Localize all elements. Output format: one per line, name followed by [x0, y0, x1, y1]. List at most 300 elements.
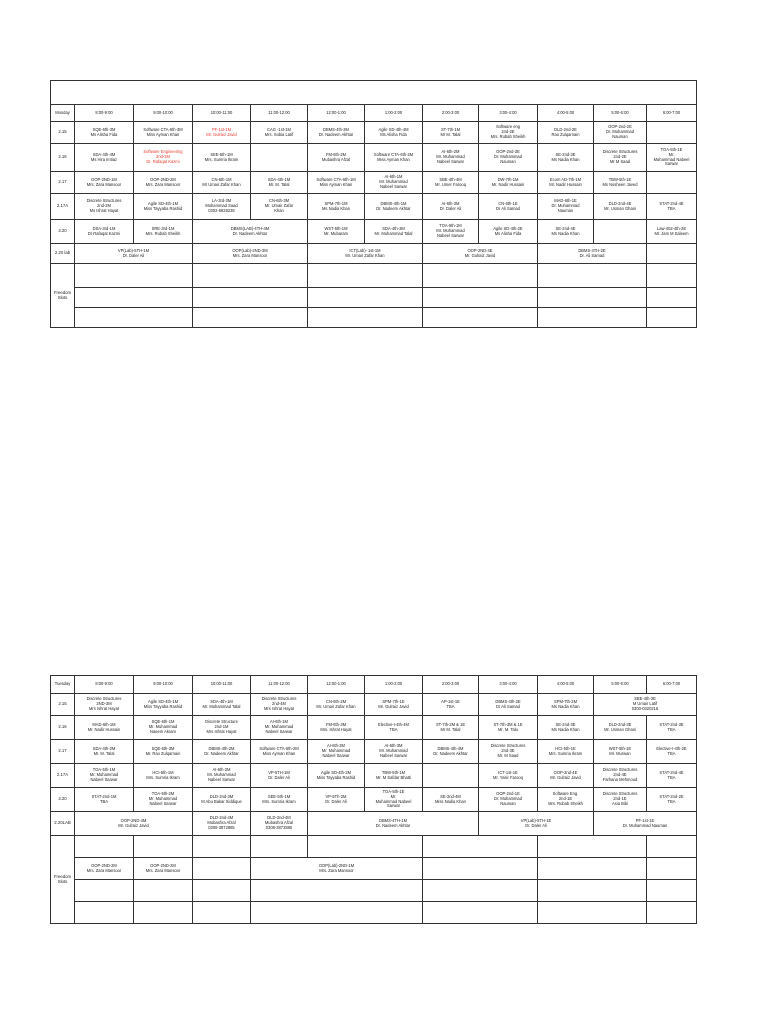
cell-line: Mr. [390, 793, 397, 799]
time-slot: 3:00-4:00 [479, 676, 538, 694]
cell-line: Mr. Jam M Saleem [654, 230, 689, 236]
cell-line: Ms Alisha Fida [380, 131, 407, 137]
time-slot: 4:00-5:00 [538, 105, 594, 122]
cell-line: Mr. Gulraiz Javid [464, 252, 496, 258]
cell-line: Mrs Ishrat Hayat [263, 705, 295, 711]
class-cell [538, 764, 594, 788]
cell-line: SQE-6th-1M [151, 719, 175, 725]
cell-line: Dr. Daler Ali [122, 252, 145, 258]
cell-line: ICT-1st-1E [498, 769, 518, 775]
cell-line: Mrs. Sumria Ikram [204, 156, 239, 162]
class-cell [479, 740, 538, 764]
cell-line: Mubashra Afzal [207, 820, 236, 826]
empty-cell [423, 836, 538, 858]
cell-line: DLD-2nd-3M [209, 793, 234, 799]
freedom-row [51, 308, 697, 328]
cell-line: SBE-4th-3E [634, 696, 656, 702]
cell-line: TBA [389, 726, 398, 732]
cell-line: Mrs. Rubab Sheikh [490, 133, 526, 139]
class-cell [134, 740, 193, 764]
class-cell [423, 144, 479, 172]
class-cell [75, 220, 134, 244]
room-row [51, 764, 697, 788]
cell-line: 2nd-2M [156, 154, 170, 160]
monday-timetable [50, 80, 697, 328]
empty-cell [75, 880, 134, 902]
cell-line: Mrs. Zara Mansoor [145, 867, 181, 873]
cell-line: Miss Tayyaba Rashid [143, 205, 183, 211]
cell-line: Mrs. Sumria Ikram [548, 750, 583, 756]
cell-line: Mr. Nadir Hussain [549, 181, 582, 187]
class-cell [308, 812, 479, 836]
empty-cell [134, 836, 193, 858]
cell-line: Dr. Muhammad [494, 154, 522, 160]
empty-cell [594, 220, 647, 244]
room-row [51, 788, 697, 812]
cell-line: Dr. Nadeem Akhtar [232, 230, 268, 236]
class-cell [251, 172, 308, 194]
class-cell [75, 694, 134, 716]
cell-line: TBA [667, 750, 676, 756]
cell-line: SPM-7th-2M [554, 698, 577, 704]
cell-line: TBA [667, 205, 676, 211]
class-cell [365, 716, 423, 740]
time-slot: 11:00-12:00 [251, 105, 308, 122]
class-cell [251, 194, 308, 220]
class-cell [423, 788, 479, 812]
cell-line: STAT-2nd-4E [659, 200, 684, 206]
empty-cell [134, 902, 193, 924]
freedom-row [51, 264, 697, 288]
class-cell [365, 172, 423, 194]
class-cell [365, 694, 423, 716]
cell-line: Agile SD-4th-1M [147, 200, 179, 206]
cell-line: OOP-2ND-2M [150, 176, 176, 182]
cell-line: Mrs. Rubab Sheikh [548, 800, 583, 806]
cell-line: Mr. Mubaram [323, 230, 349, 236]
cell-line: Dr. Daler Ali [525, 822, 547, 828]
cell-line: PF-1st-1M [211, 126, 232, 132]
cell-line: Nabeel Sarwar [436, 232, 465, 238]
cell-line: SDA-4th-2M [92, 745, 116, 751]
cell-line: Mr. Muhammad Talal [202, 703, 241, 709]
cell-line: Dr. Daler Ali [439, 205, 462, 211]
cell-line: Software CTA-6th-2M [259, 745, 299, 751]
cell-line: Mr. Umair Zafar Khan [345, 252, 385, 258]
empty-cell [647, 172, 697, 194]
cell-line: Mrs. Zara Mansoor [86, 181, 122, 187]
cell-line: TBA [100, 798, 108, 804]
cell-line: Mrs. Ishrat Hayat [320, 726, 352, 732]
cell-line: Dr. Daler Ali [268, 774, 290, 780]
cell-line: Miss Ayman Khan [377, 156, 410, 162]
cell-line: Ms Alisha Fida [90, 131, 118, 137]
class-cell [365, 740, 423, 764]
empty-cell [193, 308, 308, 328]
class-cell [308, 244, 423, 264]
class-cell [594, 812, 697, 836]
class-cell [538, 788, 594, 812]
class-cell [538, 694, 594, 716]
cell-line: AP-1st-1E [441, 698, 460, 704]
empty-cell [647, 880, 697, 902]
time-slot: 8:00-9:00 [75, 105, 134, 122]
cell-line: Miss Ayman Khan [146, 131, 180, 137]
empty-cell [193, 288, 308, 308]
cell-line: Mrs. Sumria Ikram [146, 774, 180, 780]
cell-line: Dr. Nadeem Akhtar [318, 131, 354, 137]
class-cell [423, 172, 479, 194]
cell-line: Mr. Umer Farooq [435, 181, 466, 187]
cell-line: 0302-6828238 [208, 207, 235, 213]
cell-line: Mr M. Talal [440, 131, 461, 137]
time-slot: 8:00-9:00 [75, 676, 134, 694]
class-cell [538, 716, 594, 740]
title-row [51, 81, 697, 105]
class-cell [75, 122, 134, 144]
cell-line: AI-6th-3M [327, 743, 345, 749]
cell-line: Mr. M. Talal [268, 181, 290, 187]
cell-line: Software eng [495, 124, 521, 130]
cell-line: Sarwar [387, 803, 400, 809]
cell-line: Mr. M Saad [497, 752, 519, 758]
cell-line: Miss Tayyaba Rashid [143, 703, 183, 709]
empty-cell [538, 288, 647, 308]
empty-cell [647, 836, 697, 858]
cell-line: AI-6th-3M [384, 743, 403, 749]
class-cell [134, 694, 193, 716]
room-row [51, 740, 697, 764]
class-cell [193, 220, 308, 244]
cell-line: STAT-2nd-2E [659, 793, 684, 799]
class-cell [423, 244, 538, 264]
class-cell [308, 220, 365, 244]
cell-line: Mrs Ishrat Hayat [206, 728, 237, 734]
cell-line: OOP-2nd-3E [496, 149, 520, 155]
cell-line: VP-5TH-1M [268, 769, 290, 775]
cell-line: 2nd-4E [613, 772, 627, 778]
cell-line: Discrete Structures [490, 743, 526, 749]
class-cell [75, 172, 134, 194]
cell-line: 0308-3872885 [265, 824, 293, 830]
cell-line: Nabeel Sarwar [265, 728, 293, 734]
class-cell [134, 144, 193, 172]
time-slot: 6:00-7:00 [647, 105, 697, 122]
cell-line: TOA-5th-1E [382, 788, 405, 794]
cell-line: Mr. Nadir Hussain [87, 726, 121, 732]
cell-line: MAD-6th-1E [554, 198, 577, 204]
cell-line: Mr. Umair Zafar [264, 203, 294, 209]
cell-line: AI-6th-1M [384, 174, 403, 180]
room-row [51, 172, 697, 194]
cell-line: Software CTA-6th-1M [316, 176, 356, 182]
class-cell [479, 144, 538, 172]
cell-line: VP(Lab)-5TH-1M [117, 247, 150, 253]
empty-cell [647, 308, 697, 328]
cell-line: Mr. Muhammad [321, 748, 351, 754]
cell-line: OOP-2nd-2E [608, 124, 632, 130]
cell-line: SDA-4th-4M [92, 151, 116, 157]
cell-line: DLD-2nd-4M [209, 815, 234, 821]
cell-line: DLD-2nd-4M [267, 815, 291, 821]
class-cell [365, 764, 423, 788]
empty-cell [423, 764, 479, 788]
class-cell [538, 144, 594, 172]
cell-line: Dr. Nadeem Akhtar [433, 750, 468, 756]
cell-line: Discrete Structures [86, 696, 122, 702]
class-cell [647, 716, 697, 740]
cell-line: Elective-I-4th-4M [378, 721, 409, 727]
empty-cell [423, 880, 538, 902]
class-cell [134, 122, 193, 144]
cell-line: TBA [446, 703, 455, 709]
class-cell [594, 172, 647, 194]
cell-line: Ecom AD-7th-1M [549, 176, 582, 182]
room-label: 2.17A [51, 194, 75, 220]
cell-line: 2nd-4M [272, 701, 286, 707]
empty-cell [647, 902, 697, 924]
cell-line: M Umair Latif [632, 701, 658, 707]
cell-line: LA-3rd-3M [211, 198, 232, 204]
cell-line: WST-5th-1M [324, 225, 348, 231]
cell-line: Agile SD-4th-1M [147, 698, 179, 704]
cell-line: Mrs. Sobia Latif [264, 131, 294, 137]
class-cell [75, 812, 193, 836]
class-cell [75, 194, 134, 220]
cell-line: SDA-4th-1M [210, 698, 233, 704]
cell-line: OOP-2ND-2M [150, 862, 176, 868]
time-slot: 10:00-11:00 [193, 105, 251, 122]
empty-cell [647, 122, 697, 144]
cell-line: STAT-2nd-1M [91, 793, 117, 799]
cell-line: Dr. Muhammad [606, 129, 634, 135]
class-cell [75, 144, 134, 172]
cell-line: DSA-3rd-1M [92, 225, 116, 231]
class-cell [75, 858, 134, 880]
time-slot: 11:00-12:00 [251, 676, 308, 694]
cell-line: Muhammad Nabeel [375, 798, 412, 804]
class-cell [594, 122, 647, 144]
cell-line: Discrete Structures [602, 149, 638, 155]
cell-line: Mrs Ishrat Hayat [88, 705, 120, 711]
empty-cell [193, 264, 308, 288]
cell-line: 2nd-1E [558, 796, 573, 802]
class-cell [251, 716, 308, 740]
class-cell [308, 122, 365, 144]
cell-line: Mr. Muhammad [89, 772, 119, 778]
cell-line: MAD-6th-1M [92, 721, 116, 727]
room-row [51, 220, 697, 244]
class-cell [647, 220, 697, 244]
class-cell [193, 740, 251, 764]
class-cell [594, 716, 647, 740]
room-row [51, 812, 697, 836]
class-cell [193, 244, 308, 264]
cell-line: Software CTA-6th-2M [373, 151, 414, 157]
cell-line: 0308-3872885 [208, 824, 235, 830]
cell-line: DBMS-4th-2E [495, 698, 521, 704]
class-cell [193, 122, 251, 144]
class-cell [251, 858, 423, 880]
cell-line: Mr. Murwan [609, 750, 631, 756]
cell-line: Ms Nadia Khan [551, 230, 580, 236]
class-cell [75, 740, 134, 764]
cell-line: AI-6th-3M [441, 200, 460, 206]
cell-line: Dr. Muhammad Nauman [622, 822, 668, 828]
cell-line: TOA-5th-1M [439, 223, 462, 229]
class-cell [134, 194, 193, 220]
cell-line: Mrs. Sumria Ikram [262, 798, 296, 804]
cell-line: Mr. Nadir Hussain [491, 181, 525, 187]
time-slot: 2:00-3:00 [423, 105, 479, 122]
cell-line: WST-5th-1E [608, 745, 632, 751]
cell-line: SE-2nd-3E [555, 151, 576, 157]
cell-line: Mr. Muhammad [379, 748, 408, 754]
empty-cell [423, 858, 538, 880]
time-slot: 1:00-2:00 [365, 105, 423, 122]
cell-line: Discrete Structures [602, 767, 638, 773]
title-cell [51, 81, 697, 105]
class-cell [365, 122, 423, 144]
cell-line: Mr. M. Talal [93, 750, 115, 756]
cell-line: SPM-7th-1E [382, 698, 405, 704]
cell-line: Dr. Daler Ali [325, 798, 347, 804]
room-label: 2.17 [51, 740, 75, 764]
class-cell [193, 812, 251, 836]
cell-line: 2nd-2E [613, 154, 627, 160]
cell-line: Dr. Nadeem Akhtar [375, 822, 411, 828]
time-slot: 3:00-4:00 [479, 105, 538, 122]
cell-line: SEE-5th-1M [210, 151, 233, 157]
cell-line: Nauman [500, 800, 516, 806]
class-cell [251, 788, 308, 812]
room-label: 2.20 [51, 788, 75, 812]
cell-line: STAT-2nd-3E [659, 721, 684, 727]
cell-line: Dr. Rafaqat Kazmi [146, 158, 180, 164]
class-cell [251, 812, 308, 836]
cell-line: Miss Ayman Khan [319, 181, 353, 187]
empty-cell [251, 144, 308, 172]
cell-line: DBMS-4th-1M [380, 200, 407, 206]
cell-line: Nabeel Sarwar [436, 158, 465, 164]
class-cell [594, 144, 647, 172]
freedom-row [51, 288, 697, 308]
empty-cell [308, 264, 423, 288]
empty-cell [251, 836, 308, 858]
class-cell [193, 716, 251, 740]
cell-line: SDA-4th-1M [267, 176, 291, 182]
empty-cell [423, 308, 538, 328]
class-cell [538, 740, 594, 764]
cell-line: STAT-2nd-4E [659, 769, 684, 775]
empty-cell [647, 264, 697, 288]
time-slot: 6:00-7:00 [647, 676, 697, 694]
class-cell [193, 194, 251, 220]
class-cell [365, 788, 423, 812]
class-cell [647, 764, 697, 788]
time-slot: 10:00-11:00 [193, 676, 251, 694]
room-label: 2.17A [51, 764, 75, 788]
empty-cell [538, 264, 647, 288]
cell-line: DLD-2nd-3E [608, 721, 632, 727]
cell-line: 2nd-1E [613, 796, 627, 802]
class-cell [365, 220, 423, 244]
class-cell [647, 194, 697, 220]
empty-cell [75, 836, 134, 858]
room-label: 2.16 [51, 144, 75, 172]
class-cell [479, 812, 594, 836]
cell-line: VP-5Th-2M [325, 793, 347, 799]
class-cell [251, 740, 308, 764]
cell-line: CN-6th-1M [211, 176, 232, 182]
cell-line: Dr. Nadeem Akhtar [376, 205, 411, 211]
cell-line: Ms Nadia Khan [551, 703, 580, 709]
cell-line: Mr. Umair Zafar Khan [316, 703, 356, 709]
class-cell [594, 194, 647, 220]
class-cell [594, 764, 647, 788]
cell-line: Muhammad Saad [205, 203, 238, 209]
class-cell [134, 764, 193, 788]
class-cell [193, 694, 251, 716]
cell-line: Mr M Saad [609, 158, 631, 164]
cell-line: ST-7th-3M & 1E [493, 721, 523, 727]
class-cell [538, 244, 647, 264]
cell-line: OOP-2nd-1E [496, 791, 520, 797]
class-cell [647, 788, 697, 812]
class-cell [308, 788, 365, 812]
cell-line: DBMS-4th-4M [437, 745, 464, 751]
cell-line: Mr. Usman Ghani [604, 726, 636, 732]
class-cell [479, 694, 538, 716]
cell-line: Agile SD-4th-2M [320, 769, 352, 775]
class-cell [308, 694, 365, 716]
cell-line: Mr. Gulraiz Javid [550, 774, 581, 780]
class-cell [479, 194, 538, 220]
cell-line: 2nd-1M [214, 724, 229, 730]
day-label: Tuesday [51, 676, 75, 694]
room-label: 2.20 [51, 220, 75, 244]
cell-line: Naeem Akram [150, 728, 176, 734]
cell-line: Mr. M Safdar Bhatti [375, 774, 412, 780]
cell-line: Mr. M. Talu [498, 726, 518, 732]
empty-cell [193, 836, 251, 858]
class-cell [308, 144, 365, 172]
cell-line: Ms Nadia Khan [551, 726, 580, 732]
class-cell [134, 716, 193, 740]
empty-cell [75, 264, 193, 288]
cell-line: Law-402-4th-2E [656, 225, 687, 231]
cell-line: Elective-I-4th-2E [656, 745, 687, 751]
cell-line: HCI-5th-1E [555, 745, 576, 751]
cell-line: Muhammad Nabeel Sarwar [653, 156, 690, 167]
class-cell [365, 144, 423, 172]
class-cell [479, 788, 538, 812]
cell-line: Ms Nadia Khan [322, 205, 350, 211]
cell-line: Ms Hira Imtiaz [90, 156, 118, 162]
class-cell [75, 716, 134, 740]
empty-cell [538, 902, 647, 924]
time-slot: 4:00-5:00 [538, 676, 594, 694]
cell-line: Mubashra Afzal [321, 156, 351, 162]
time-slot: 9:00-10:00 [134, 676, 193, 694]
empty-cell [251, 880, 423, 902]
cell-line: Asia Bibi [612, 800, 628, 806]
time-slot: 5:00-6:00 [594, 676, 647, 694]
cell-line: Mrs. Zara Mansoor [232, 252, 268, 258]
class-cell [423, 740, 479, 764]
class-cell [538, 194, 594, 220]
cell-line: Mr Umair Zafar Khan [202, 181, 241, 187]
